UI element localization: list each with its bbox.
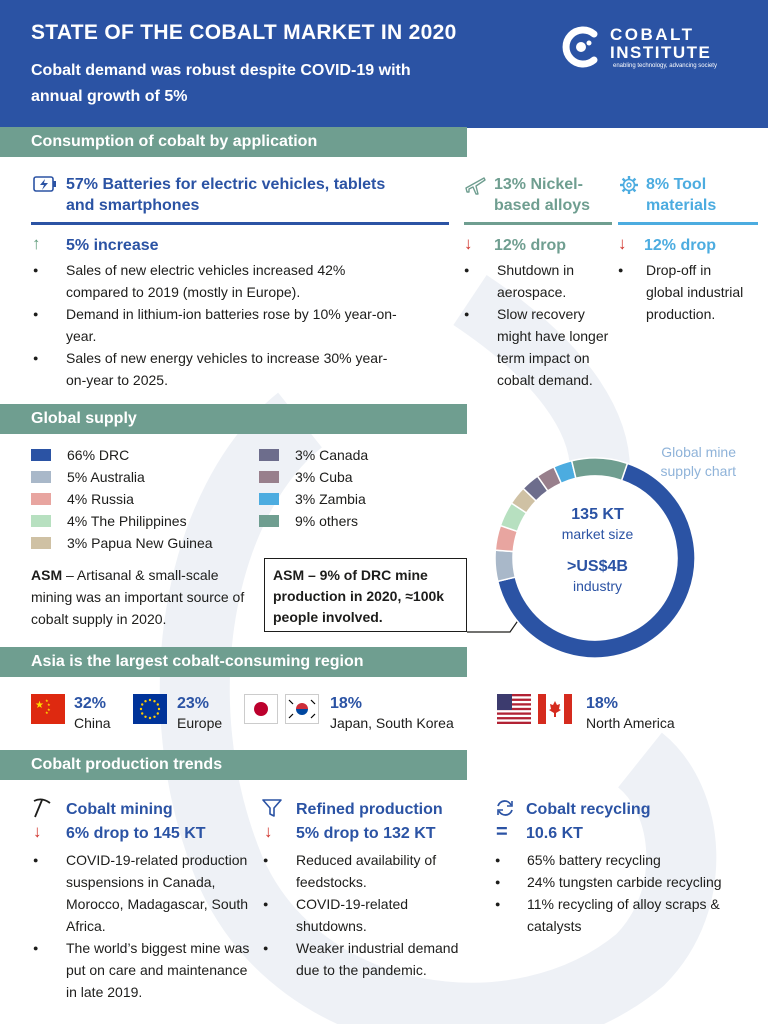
south-korea-flag-icon [285, 694, 319, 724]
list-item: ● Sales of new energy vehicles to increase 30% year-on-year to 2025. [31, 347, 403, 391]
region-north-america-pct: 18% [586, 695, 619, 712]
svg-text:★: ★ [35, 700, 44, 711]
legend-label: 3% Canada [295, 447, 369, 463]
region-china-pct: 32% [74, 695, 107, 712]
region-north-america [586, 693, 675, 733]
section-consumption-title: Consumption of cobalt by application [31, 133, 318, 150]
region-japan-korea-pct: 18% [330, 695, 363, 712]
legend-label: 3% Papua New Guinea [67, 535, 213, 551]
legend-label: 4% The Philippines [67, 513, 187, 529]
legend-label: 4% Russia [67, 491, 134, 507]
list-item: ● 65% battery recycling [493, 849, 723, 871]
list-item: ● The world’s biggest mine was put on care and maintenance in late 2019. [31, 937, 259, 1003]
mining-change: 6% drop to 145 KT [66, 825, 206, 842]
market-size-value: 135 KT [571, 506, 624, 523]
list-item: ● Shutdown in aerospace. [462, 259, 622, 303]
recycling-change: 10.6 KT [526, 825, 583, 842]
list-item: ● Weaker industrial demand due to the pandemic. [261, 937, 471, 981]
recycling-heading: Cobalt recycling [526, 801, 651, 818]
alloys-change: 12% drop [494, 237, 567, 254]
industry-label: industry [572, 578, 623, 594]
list-item: ● Sales of new electric vehicles increased 42% compared to 2019 (mostly in Europe). [31, 259, 403, 303]
list-item: ● 24% tungsten carbide recycling [493, 871, 723, 893]
funnel-icon [262, 798, 282, 818]
list-item: ● Demand in lithium-ion batteries rose by 10% year-on-year. [31, 303, 403, 347]
donut-slice-others [572, 458, 628, 480]
section-production-title: Cobalt production trends [31, 756, 223, 773]
asm-prefix: ASM [31, 567, 63, 583]
region-china [74, 693, 111, 733]
region-japan-korea [330, 693, 454, 733]
recycling-bullets [493, 849, 723, 937]
region-north-america-name: North America [586, 715, 675, 731]
legend-label: 3% Cuba [295, 469, 353, 485]
arrow-up-icon: ↑ [32, 234, 41, 253]
section-regions-title: Asia is the largest cobalt-consuming region [31, 653, 364, 670]
logo-word-institute: INSTITUTE [610, 43, 712, 62]
svg-text:★: ★ [47, 707, 51, 712]
alloys-heading: 13% Nickel-based alloys [494, 176, 591, 214]
asm-note-text: – Artisanal & small-scale mining was an important source of cobalt supply in 2020. [31, 567, 245, 627]
region-japan-korea-name: Japan, South Korea [330, 715, 454, 731]
batteries-heading: 57% Batteries for electric vehicles, tablets and smartphones [66, 176, 386, 214]
logo-tagline: enabling technology, advancing society [613, 63, 717, 69]
arrow-down-icon: ↓ [464, 234, 473, 253]
arrow-down-icon: ↓ [264, 822, 273, 841]
donut-slice-australia [495, 550, 515, 581]
region-europe-pct: 23% [177, 695, 210, 712]
equals-icon: = [496, 821, 508, 843]
refined-heading: Refined production [296, 801, 443, 818]
region-europe [177, 693, 222, 733]
page-subtitle: Cobalt demand was robust despite COVID-19 with annual growth of 5% [31, 62, 411, 105]
svg-text:★: ★ [45, 698, 49, 703]
svg-text:★: ★ [47, 702, 51, 707]
recycle-icon [495, 798, 515, 818]
asm-callout-text: ASM – 9% of DRC mine production in 2020, ≈100k people involved. [273, 567, 445, 625]
canada-flag-icon [538, 694, 572, 724]
mining-heading: Cobalt mining [66, 801, 173, 818]
tools-change: 12% drop [644, 237, 717, 254]
list-item: ● 11% recycling of alloy scraps & catalysts [493, 893, 723, 937]
region-europe-name: Europe [177, 715, 223, 731]
list-item: ● Drop-off in global industrial production. [616, 259, 751, 325]
legend-label: 66% DRC [67, 447, 130, 463]
tools-heading: 8% Tool materials [646, 176, 717, 214]
arrow-down-icon: ↓ [33, 822, 42, 841]
list-item: ● COVID-19-related shutdowns. [261, 893, 471, 937]
chart-caption: Global mine supply chart [660, 444, 736, 479]
industry-value: >US$4B [567, 558, 628, 575]
refined-bullets [261, 849, 471, 981]
eu-flag-icon [133, 694, 167, 724]
pickaxe-icon [31, 797, 53, 819]
list-item: ● COVID-19-related production suspensions in Canada, Morocco, Madagascar, South Africa. [31, 849, 259, 937]
logo-word-cobalt: COBALT [610, 25, 695, 44]
japan-flag-icon [244, 694, 278, 724]
page-title: STATE OF THE COBALT MARKET IN 2020 [31, 21, 457, 44]
legend-label: 3% Zambia [295, 491, 366, 507]
market-size-label: market size [561, 526, 634, 542]
legend-label: 9% others [295, 513, 359, 529]
list-item: ● Slow recovery might have longer term impact on cobalt demand. [462, 303, 622, 391]
section-supply-title: Global supply [31, 410, 137, 427]
usa-flag-icon [497, 694, 531, 724]
svg-text:★: ★ [45, 710, 49, 715]
legend-label: 5% Australia [67, 469, 145, 485]
refined-change: 5% drop to 132 KT [296, 825, 436, 842]
china-flag-icon [31, 694, 65, 724]
region-china-name: China [74, 715, 111, 731]
donut-center-labels [540, 505, 655, 595]
arrow-down-icon: ↓ [618, 234, 627, 253]
list-item: ● Reduced availability of feedstocks. [261, 849, 471, 893]
mining-bullets [31, 849, 259, 1003]
batteries-change: 5% increase [66, 237, 159, 254]
